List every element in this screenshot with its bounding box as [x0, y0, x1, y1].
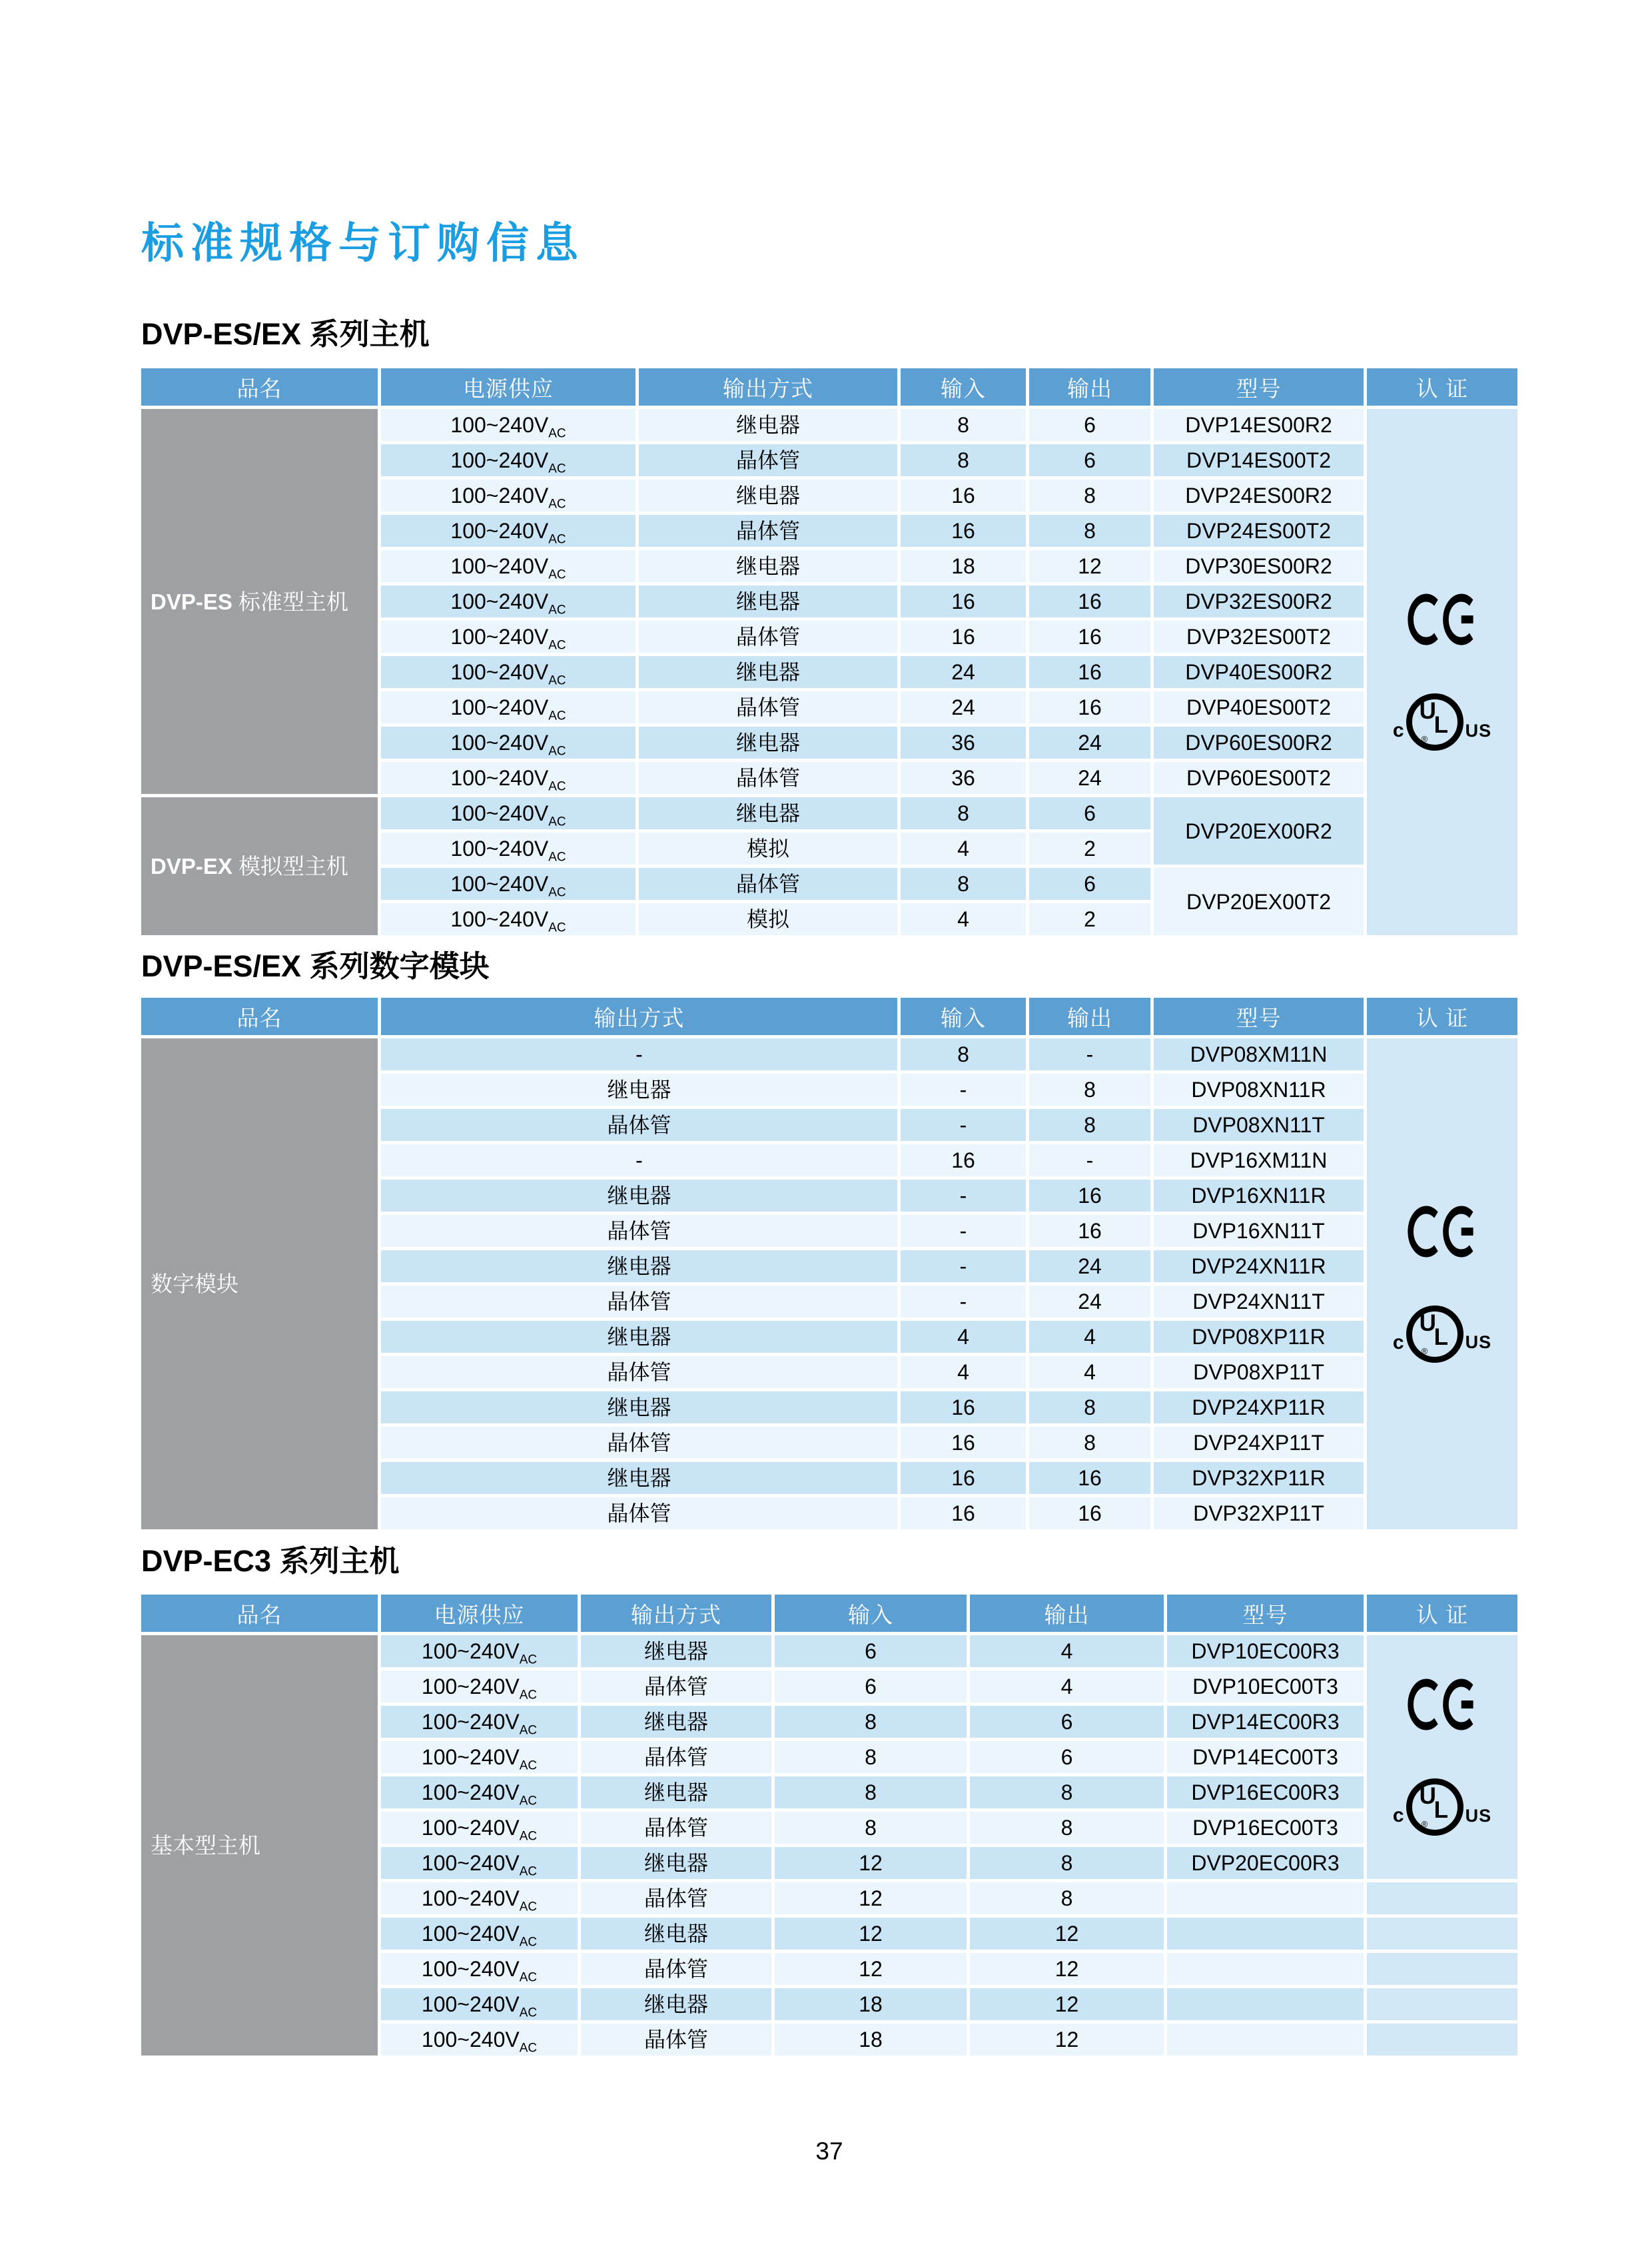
table-cell: DVP20EX00T2 [1154, 868, 1364, 935]
table-cell: 16 [901, 1427, 1026, 1459]
table-cell [1167, 1882, 1364, 1914]
table-cell: 16 [901, 1391, 1026, 1423]
ul-letter-u: U [1419, 1783, 1436, 1809]
table-cell: 2 [1029, 903, 1150, 935]
product-group-label [141, 1635, 378, 2055]
ce-mark-icon [1408, 593, 1477, 645]
certification-cell [1367, 1953, 1517, 1985]
table-cell: 继电器 [581, 1635, 771, 1667]
table-cell: 继电器 [381, 1391, 897, 1423]
table-cell: 12 [1029, 550, 1150, 582]
table-cell: 8 [1029, 1427, 1150, 1459]
table-cell: $100\sim 240V_{AC}$ [381, 903, 635, 935]
table-cell: 晶体管 [581, 1812, 771, 1844]
product-group-label [141, 1038, 378, 1529]
table-cell: - [901, 1109, 1026, 1141]
table-cell: 4 [1029, 1321, 1150, 1353]
ul-letter-l: L [1434, 1323, 1448, 1350]
table-cell: 16 [901, 585, 1026, 617]
table-cell: 16 [1029, 621, 1150, 653]
table-cell: DVP60ES00R2 [1154, 727, 1364, 759]
table-cell: DVP20EC00R3 [1167, 1847, 1364, 1879]
column-header: 输出 [1029, 998, 1150, 1035]
ul-letter-l: L [1434, 712, 1448, 738]
table-cell: $100\sim 240V_{AC}$ [381, 444, 635, 476]
table-cell: DVP32XP11T [1154, 1497, 1364, 1529]
table-cell: 16 [901, 515, 1026, 547]
table-cell: 6 [1029, 797, 1150, 829]
table-cell: 12 [775, 1918, 967, 1950]
ul-us-label: US [1465, 1332, 1492, 1352]
product-group-label-en: DVP-ES [151, 589, 232, 614]
table-cell: $100\sim 240V_{AC}$ [381, 621, 635, 653]
table-cell: $100\sim 240V_{AC}$ [381, 762, 635, 794]
table-cell: 晶体管 [381, 1215, 897, 1247]
table-cell: $100\sim 240V_{AC}$ [381, 1741, 578, 1773]
ul-registered-mark: ® [1421, 734, 1428, 744]
table-cell: $100\sim 240V_{AC}$ [381, 868, 635, 900]
table-cell: 4 [1029, 1356, 1150, 1388]
table-cell: 晶体管 [639, 762, 897, 794]
table-cell: 晶体管 [639, 515, 897, 547]
table-cell: 晶体管 [381, 1286, 897, 1317]
column-header: 输出 [970, 1595, 1164, 1632]
spec-table-dvp-es-ex-hosts [141, 368, 1517, 935]
table-cell: 8 [1029, 515, 1150, 547]
ul-circle [1406, 1778, 1463, 1836]
table-cell: 24 [1029, 762, 1150, 794]
table-cell: DVP16XN11R [1154, 1180, 1364, 1212]
table-cell: 继电器 [381, 1321, 897, 1353]
table-cell: DVP20EX00R2 [1154, 797, 1364, 865]
table-cell: 16 [901, 1144, 1026, 1176]
table-cell: 16 [901, 1462, 1026, 1494]
table-cell: 6 [775, 1671, 967, 1702]
table-cell: 16 [1029, 1215, 1150, 1247]
table-cell: - [901, 1074, 1026, 1106]
column-header: 认 证 [1367, 1595, 1517, 1632]
product-group-label [141, 409, 378, 794]
table-cell: $100\sim 240V_{AC}$ [381, 2024, 578, 2055]
table-cell: 继电器 [381, 1074, 897, 1106]
table-cell: 18 [901, 550, 1026, 582]
ce-mark-icon [1408, 1679, 1477, 1730]
table-cell: 12 [775, 1882, 967, 1914]
table-cell: DVP16EC00R3 [1167, 1776, 1364, 1808]
table-cell: - [381, 1038, 897, 1070]
table-cell: 16 [1029, 585, 1150, 617]
table-cell: DVP24ES00T2 [1154, 515, 1364, 547]
column-header: 电源供应 [381, 1595, 578, 1632]
ul-c-label: c [1392, 719, 1404, 741]
table-cell: 8 [901, 1038, 1026, 1070]
table-cell: $100\sim 240V_{AC}$ [381, 1671, 578, 1702]
ul-letter-u: U [1419, 1309, 1436, 1336]
page-title: 标准规格与订购信息 [141, 219, 585, 267]
table-cell: DVP40ES00R2 [1154, 656, 1364, 688]
column-header: 输出方式 [639, 368, 897, 406]
table-cell: - [381, 1144, 897, 1176]
table-cell: 24 [901, 656, 1026, 688]
table-cell: $100\sim 240V_{AC}$ [381, 833, 635, 865]
table-cell: 晶体管 [639, 691, 897, 723]
table-cell: 12 [970, 1988, 1164, 2020]
certification-cell [1367, 2024, 1517, 2055]
certification-cell [1367, 1038, 1517, 1529]
table-cell: DVP16XM11N [1154, 1144, 1364, 1176]
table-cell: 晶体管 [581, 1741, 771, 1773]
ul-registered-mark: ® [1421, 1819, 1428, 1829]
table-cell: 24 [1029, 727, 1150, 759]
table-cell: 晶体管 [639, 868, 897, 900]
table-cell: $100\sim 240V_{AC}$ [381, 1953, 578, 1985]
table-cell: 16 [1029, 1497, 1150, 1529]
table-cell: 6 [970, 1741, 1164, 1773]
table-cell: 6 [775, 1635, 967, 1667]
table-cell: 24 [1029, 1286, 1150, 1317]
product-group-label-en: DVP-EX [151, 854, 232, 879]
ul-c-label: c [1392, 1804, 1404, 1826]
table-cell: $100\sim 240V_{AC}$ [381, 1706, 578, 1738]
table-cell: 8 [901, 409, 1026, 441]
table-cell: 8 [1029, 1109, 1150, 1141]
table-cell: 晶体管 [581, 1671, 771, 1702]
table-cell: 8 [1029, 1074, 1150, 1106]
table-cell: 晶体管 [581, 2024, 771, 2055]
table-cell: DVP32ES00R2 [1154, 585, 1364, 617]
table-cell [1167, 1988, 1364, 2020]
section-heading-dvp-es-ex-hosts: DVP-ES/EX 系列主机 [141, 317, 430, 351]
table-cell [1167, 1953, 1364, 1985]
certification-cell [1367, 1918, 1517, 1950]
column-header: 型号 [1154, 368, 1364, 406]
table-cell: 4 [970, 1671, 1164, 1702]
table-cell: DVP14EC00T3 [1167, 1741, 1364, 1773]
table-cell: 继电器 [581, 1706, 771, 1738]
table-cell: 晶体管 [581, 1882, 771, 1914]
section-heading-dvp-es-ex-digital-modules: DVP-ES/EX 系列数字模块 [141, 949, 490, 983]
table-cell: 16 [1029, 1180, 1150, 1212]
table-cell: $100\sim 240V_{AC}$ [381, 409, 635, 441]
table-cell: 继电器 [639, 585, 897, 617]
column-header: 品名 [141, 1595, 378, 1632]
table-cell: 12 [970, 1918, 1164, 1950]
table-cell: 继电器 [381, 1462, 897, 1494]
ul-c-label: c [1392, 1331, 1404, 1353]
table-cell: 6 [1029, 444, 1150, 476]
column-header: 型号 [1154, 998, 1364, 1035]
table-cell: 继电器 [381, 1250, 897, 1282]
table-cell: DVP10EC00R3 [1167, 1635, 1364, 1667]
ul-us-label: US [1465, 1805, 1492, 1826]
table-cell: $100\sim 240V_{AC}$ [381, 1812, 578, 1844]
table-cell: 6 [970, 1706, 1164, 1738]
table-cell: $100\sim 240V_{AC}$ [381, 727, 635, 759]
table-cell: DVP08XP11R [1154, 1321, 1364, 1353]
column-header: 输入 [901, 368, 1026, 406]
column-header: 型号 [1167, 1595, 1364, 1632]
certification-cell [1367, 1988, 1517, 2020]
certification-cell [1367, 1882, 1517, 1914]
table-cell: 8 [775, 1776, 967, 1808]
table-cell: $100\sim 240V_{AC}$ [381, 1635, 578, 1667]
column-header: 输出 [1029, 368, 1150, 406]
table-cell: - [1029, 1038, 1150, 1070]
section-heading-dvp-ec3-hosts: DVP-EC3 系列主机 [141, 1544, 400, 1578]
table-cell: DVP08XP11T [1154, 1356, 1364, 1388]
page-number: 37 [815, 2137, 843, 2165]
table-cell: 继电器 [581, 1988, 771, 2020]
table-cell: 模拟 [639, 833, 897, 865]
cul-us-mark-icon [1393, 1306, 1491, 1363]
table-cell: DVP24XP11T [1154, 1427, 1364, 1459]
table-cell: - [901, 1180, 1026, 1212]
table-cell: 8 [1029, 480, 1150, 512]
table-cell: 晶体管 [381, 1109, 897, 1141]
table-cell: 12 [970, 1953, 1164, 1985]
table-cell [1167, 2024, 1364, 2055]
cul-us-mark-icon [1393, 1778, 1491, 1836]
table-cell: DVP08XM11N [1154, 1038, 1364, 1070]
table-cell: 继电器 [581, 1847, 771, 1879]
table-cell: DVP14EC00R3 [1167, 1706, 1364, 1738]
table-cell: 8 [1029, 1391, 1150, 1423]
table-cell: 24 [1029, 1250, 1150, 1282]
table-cell: 18 [775, 1988, 967, 2020]
column-header: 输入 [775, 1595, 967, 1632]
ul-us-label: US [1465, 720, 1492, 741]
table-cell: 36 [901, 762, 1026, 794]
spec-table-dvp-ec3-hosts [141, 1595, 1517, 2055]
table-cell: 8 [901, 797, 1026, 829]
product-group-label-cn: 标准型主机 [232, 589, 349, 614]
column-header: 品名 [141, 368, 378, 406]
table-cell: 继电器 [639, 656, 897, 688]
ul-letter-u: U [1419, 698, 1436, 724]
table-cell: - [901, 1215, 1026, 1247]
table-cell: 12 [775, 1953, 967, 1985]
table-cell [1167, 1918, 1364, 1950]
ul-circle [1406, 693, 1463, 751]
product-group-label-cn: 数字模块 [151, 1272, 238, 1296]
table-cell: 16 [1029, 691, 1150, 723]
table-cell: 8 [901, 444, 1026, 476]
table-cell: $100\sim 240V_{AC}$ [381, 656, 635, 688]
table-cell: $100\sim 240V_{AC}$ [381, 1776, 578, 1808]
table-cell: $100\sim 240V_{AC}$ [381, 797, 635, 829]
table-cell: 晶体管 [639, 621, 897, 653]
table-cell: 16 [901, 480, 1026, 512]
table-cell: DVP32ES00T2 [1154, 621, 1364, 653]
table-cell: DVP16XN11T [1154, 1215, 1364, 1247]
table-cell: $100\sim 240V_{AC}$ [381, 1918, 578, 1950]
column-header: 输出方式 [381, 998, 897, 1035]
table-cell: 12 [970, 2024, 1164, 2055]
table-cell: DVP30ES00R2 [1154, 550, 1364, 582]
product-group-label-cn: 模拟型主机 [232, 854, 349, 879]
column-header: 认 证 [1367, 368, 1517, 406]
table-cell: DVP08XN11R [1154, 1074, 1364, 1106]
table-cell: 8 [970, 1776, 1164, 1808]
table-cell: 6 [1029, 868, 1150, 900]
ul-circle [1406, 1306, 1463, 1363]
table-cell: $100\sim 240V_{AC}$ [381, 515, 635, 547]
table-cell: 继电器 [639, 409, 897, 441]
table-cell: 继电器 [639, 727, 897, 759]
column-header: 输入 [901, 998, 1026, 1035]
product-group-label [141, 797, 378, 935]
table-cell: DVP24XP11R [1154, 1391, 1364, 1423]
table-cell: 晶体管 [381, 1356, 897, 1388]
table-cell: 2 [1029, 833, 1150, 865]
table-cell: 4 [970, 1635, 1164, 1667]
table-cell: 8 [775, 1706, 967, 1738]
table-cell: DVP08XN11T [1154, 1109, 1364, 1141]
table-cell: $100\sim 240V_{AC}$ [381, 480, 635, 512]
table-cell: DVP24XN11R [1154, 1250, 1364, 1282]
table-cell: 8 [901, 868, 1026, 900]
table-cell: 4 [901, 833, 1026, 865]
table-cell: $100\sim 240V_{AC}$ [381, 1882, 578, 1914]
cul-us-mark-icon [1393, 693, 1491, 751]
table-cell: 模拟 [639, 903, 897, 935]
table-cell: DVP10EC00T3 [1167, 1671, 1364, 1702]
table-cell: $100\sim 240V_{AC}$ [381, 691, 635, 723]
spec-table-dvp-es-ex-digital-modules [141, 998, 1517, 1529]
ul-registered-mark: ® [1421, 1345, 1428, 1356]
table-cell: 继电器 [639, 480, 897, 512]
table-cell: DVP40ES00T2 [1154, 691, 1364, 723]
ce-mark-icon [1408, 1206, 1477, 1258]
column-header: 认 证 [1367, 998, 1517, 1035]
table-cell: 12 [775, 1847, 967, 1879]
table-cell: $100\sim 240V_{AC}$ [381, 550, 635, 582]
table-cell: $100\sim 240V_{AC}$ [381, 1847, 578, 1879]
table-cell: 继电器 [581, 1918, 771, 1950]
table-cell: 16 [1029, 1462, 1150, 1494]
table-cell: 继电器 [639, 797, 897, 829]
table-cell: 24 [901, 691, 1026, 723]
table-cell: 继电器 [581, 1776, 771, 1808]
table-cell: 36 [901, 727, 1026, 759]
table-cell: 8 [970, 1847, 1164, 1879]
table-cell: 16 [1029, 656, 1150, 688]
table-cell: DVP14ES00R2 [1154, 409, 1364, 441]
table-cell: 4 [901, 1356, 1026, 1388]
table-cell: DVP24ES00R2 [1154, 480, 1364, 512]
table-cell: 8 [775, 1812, 967, 1844]
table-cell: 继电器 [381, 1180, 897, 1212]
ul-letter-l: L [1434, 1797, 1448, 1823]
table-cell: - [901, 1286, 1026, 1317]
column-header: 电源供应 [381, 368, 635, 406]
table-cell: $100\sim 240V_{AC}$ [381, 585, 635, 617]
table-cell: 8 [775, 1741, 967, 1773]
table-cell: 晶体管 [381, 1497, 897, 1529]
column-header: 品名 [141, 998, 378, 1035]
product-group-label-cn: 基本型主机 [151, 1833, 260, 1858]
table-cell: 8 [970, 1882, 1164, 1914]
table-cell: DVP60ES00T2 [1154, 762, 1364, 794]
table-cell: 6 [1029, 409, 1150, 441]
table-cell: 晶体管 [581, 1953, 771, 1985]
table-cell: 晶体管 [381, 1427, 897, 1459]
table-cell: DVP32XP11R [1154, 1462, 1364, 1494]
table-cell: - [901, 1250, 1026, 1282]
table-cell: 16 [901, 1497, 1026, 1529]
column-header: 输出方式 [581, 1595, 771, 1632]
table-cell: DVP14ES00T2 [1154, 444, 1364, 476]
table-cell: 4 [901, 1321, 1026, 1353]
table-cell: 继电器 [639, 550, 897, 582]
table-cell: 16 [901, 621, 1026, 653]
table-cell: DVP16EC00T3 [1167, 1812, 1364, 1844]
table-cell: 晶体管 [639, 444, 897, 476]
certification-cell [1367, 1635, 1517, 1879]
table-cell: DVP24XN11T [1154, 1286, 1364, 1317]
table-cell: - [1029, 1144, 1150, 1176]
table-cell: 8 [970, 1812, 1164, 1844]
table-cell: $100\sim 240V_{AC}$ [381, 1988, 578, 2020]
table-cell: 4 [901, 903, 1026, 935]
certification-cell [1367, 409, 1517, 935]
table-cell: 18 [775, 2024, 967, 2055]
